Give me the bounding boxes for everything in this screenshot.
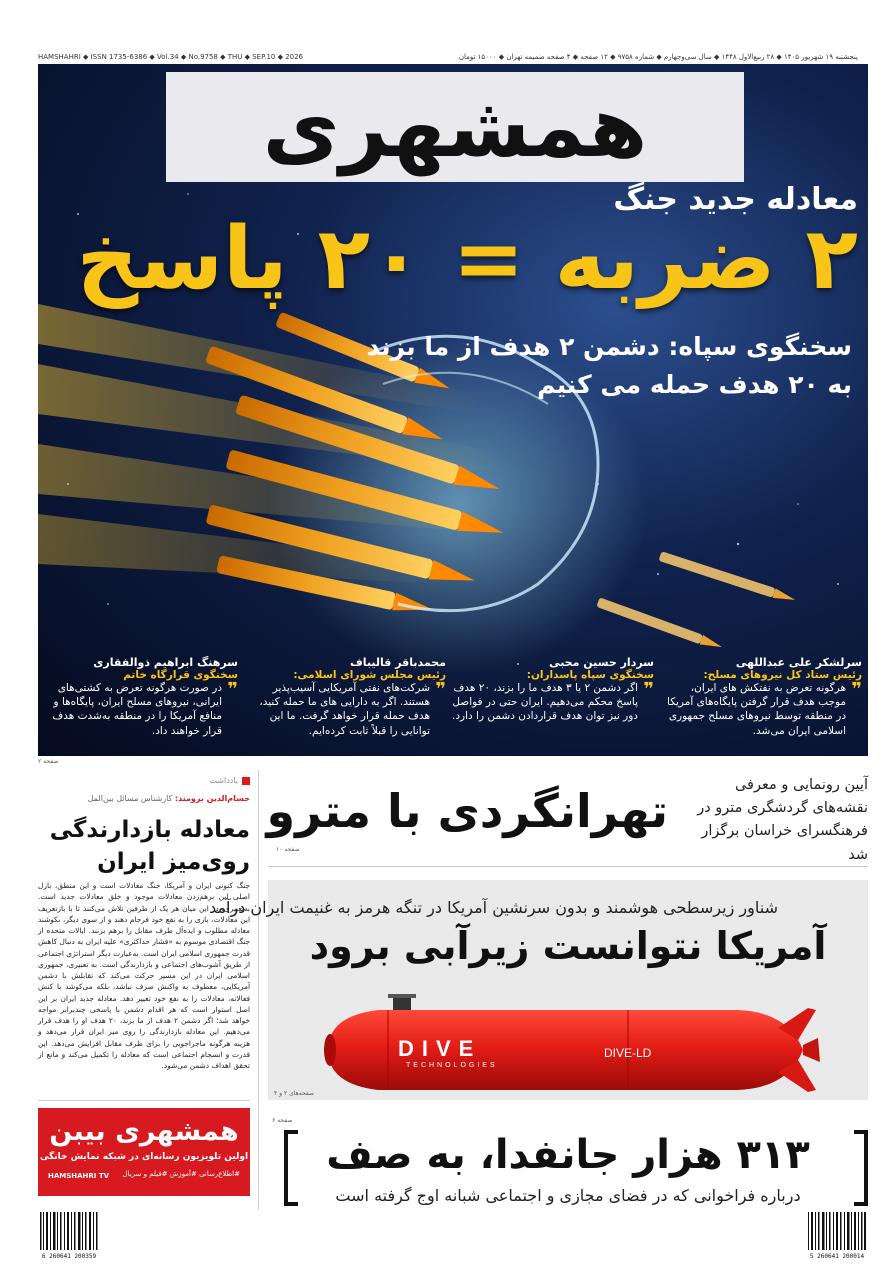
army-story[interactable] [268,1124,868,1212]
metro-headline: تهرانگردی با مترو [266,784,668,838]
sub-headline: آمریکا نتوانست زیرآبی برود [309,924,827,968]
ad-logo: HAMSHAHRI TV [48,1172,110,1180]
sub-brand-sub: TECHNOLOGIES [406,1062,498,1069]
editorial-note [38,776,250,1096]
metro-page-ref: صفحه ۱۰ [276,846,300,853]
masthead-logo [166,72,744,182]
metro-summary: آیین رونمایی و معرفی نقشه‌های گردشگری مترو در فرهنگسرای خراسان برگزار شد [697,777,868,863]
masthead-text: همشهری [262,78,648,176]
quote-title: رئیس مجلس شورای اسلامی: [293,669,446,681]
sub-page-ref: صفحه‌های ۲ و ۴ [274,1090,315,1097]
quote-block [244,656,446,738]
quote-mark-icon: ❞ [851,679,862,700]
ad-subtitle: اولین تلویزیون رسانه‌ای در شبکه نمایش خانگی [39,1152,249,1162]
note-title [38,814,250,878]
hero-page-ref: صفحه ۲ [38,758,59,765]
note-title-line2: روی‌میز ایران [97,849,250,876]
hero-headline: ۲ ضربه = ۲۰ پاسخ [76,209,858,309]
quote-name: سردار حسین محبی [549,656,654,669]
issn-info: HAMSHAHRI ◆ ISSN 1735-6386 ◆ Vol.34 ◆ No.9758 ◆ THU ◆ SEP.10 ◆ 2026 [38,53,303,61]
army-page-ref: صفحه ۶ [272,1117,293,1124]
army-headline: ۳۱۳ هزار جانفدا، به صف [326,1132,810,1178]
quote-mark-icon: ❞ [643,679,654,700]
note-author [88,794,250,803]
quote-name: سرهنگ ابراهیم ذوالفقاری [93,656,238,669]
quote-title: سخنگوی سپاه پاسداران: [526,669,654,681]
quote-text: در صورت هرگونه تعرض به کشتی‌های ایرانی، نیروهای مسلح ایران، پایگاه‌ها و منافع آمریکا را در منطقه به‌شدت هدف قرار خواهند داد. [52,682,222,737]
sub-model: DIVE-LD [604,1046,652,1060]
note-tag: یادداشت [209,776,250,785]
barcode-left [38,1212,100,1260]
quote-name: سرلشکر علی عبداللهی [735,656,862,669]
date-info: پنجشنبه ۱۹ شهریور ۱۴۰۵ ◆ ۲۸ ربیع‌الاول ۱۴۴۸ ◆ سال سی‌وچهارم ◆ شماره ۹۷۵۸ ◆ ۱۲ صفحه ◆ ۴ صفحه ضمیمه تهران ◆ ۱۵۰۰۰ تومان [458,53,858,61]
sub-kicker: شناور زیرسطحی هوشمند و بدون سرنشین آمریکا در تنگه هرمز به غنیمت ایران درآمد [209,898,778,917]
note-body: جنگ کنونی ایران و آمریکا، جنگ معادلات است و این منطق، بازل اصلی این برهم‌زدن معادلات موجود و خلق معادلات جدید است. به‌تعبیری، در این میان هر یک از طرفین تلاش می‌کنند تا با بازتعریف این معادلات، بازی را به نفع خود فرجام دهند و از سوی دیگر، بکوشند معادله مطلوب و ایده‌آل طرف مقابل را برهم بزنند. ایالات متحده از جنگ اقتصادی موسوم به «فشار حداکثری» علیه ایران به دنبال کاهش قدرت جمهوری اسلامی ایران است. به‌عبارت دیگر استراتژی اجتماعی از طریق آشوب‌های اجتماعی و بازدارندگی است. به تعبیری، جمهوری اسلامی ایران در این مسیر حرکت می‌کند که تقابلش با دشمن آمریکایی، معطوف به واکنش صرف نباشد، بلکه می‌کوشد با کنش فعالانه، معادلات را به نفع خود تغییر دهد. معادله جدید ایران بر این اصل استوار است که هر اقدام دشمن با پاسخی چندبرابر مواجه خواهد شد؛ اگر دشمن ۲ هدف از ما بزند، ۲۰ هدف او را هدف قرار می‌دهیم. این معادله بازدارندگی را روی میز ایران قرار می‌دهد و هزینه هرگونه ماجراجویی را برای طرف مقابل افزایش می‌دهد. این قدرت و انسجام اجتماعی است که معادله را تکمیل می‌کند و مانع از تحقق اهداف دشمن می‌شود. [38,881,250,1070]
note-title-line1: معادله بازدارندگی [49,817,250,843]
hero-kicker: معادله جدید جنگ [613,182,858,217]
author-name: حسام‌الدین برومند: [174,794,250,803]
divider [38,1100,250,1101]
barcode-digits: 6 260641 200359 [41,1253,97,1260]
army-subtitle: درباره فراخوانی که در فضای مجازی و اجتماعی شبانه اوج گرفته است [335,1186,801,1205]
info-strip [38,53,858,63]
submarine-story[interactable] [209,880,868,1100]
hero-section [38,64,868,756]
hamshahri-tv-ad[interactable] [38,1108,250,1196]
barcode-bars [806,1212,868,1250]
ad-title: همشهری بیبن [49,1116,239,1147]
column-divider [258,770,259,1210]
ad-tags: #اطلاع‌رسانی #آموزش #فیلم و سریال [122,1170,240,1178]
quote-block [36,656,238,738]
quote-title: سخنگوی قرارگاه خاتم [123,669,238,681]
barcode-right [806,1212,868,1260]
quote-text: هرگونه تعرض به نفتکش های ایران، موجب هدف قرار گرفتن پایگاه‌های آمریکا در منطقه توسط نیروهای مسلح جمهوری اسلامی ایران می‌شد. [667,682,846,737]
quote-text: شرکت‌های نفتی آمریکایی آسیب‌پذیر هستند. اگر به دارایی های ما حمله کنید، هدف حمله قرار خواهد گرفت. ما این توانایی را قبلاً ثابت کرده‌ایم. [259,682,430,737]
metro-story[interactable] [268,770,868,862]
sub-brand: DIVE [398,1036,482,1061]
author-desc: کارشناس مسائل بین‌المل [87,794,173,803]
quote-block [660,656,862,738]
quote-mark-icon: ❞ [435,679,446,700]
hero-subtitle-line1: سخنگوی سپاه: دشمن ۲ هدف از ما بزند [366,332,852,361]
submarine-image [268,880,868,1100]
quote-block [452,656,654,724]
divider [268,866,868,867]
barcode-bars [38,1212,100,1250]
quote-name: محمدباقر قالیباف [350,656,446,669]
quote-mark-icon: ❞ [227,679,238,700]
quote-title: رئیس ستاد کل نیروهای مسلح: [703,669,862,681]
hero-subtitle-line2: به ۲۰ هدف حمله می کنیم [537,370,852,399]
quote-text: اگر دشمن ۲ یا ۳ هدف ما را بزند، ۲۰ هدف پاسخ محکم می‌دهیم. ایران حتی در فواصل دور نیز توان هدف قراردادن دشمن را دارد. [452,682,638,723]
barcode-digits: 5 260641 200014 [809,1253,865,1260]
